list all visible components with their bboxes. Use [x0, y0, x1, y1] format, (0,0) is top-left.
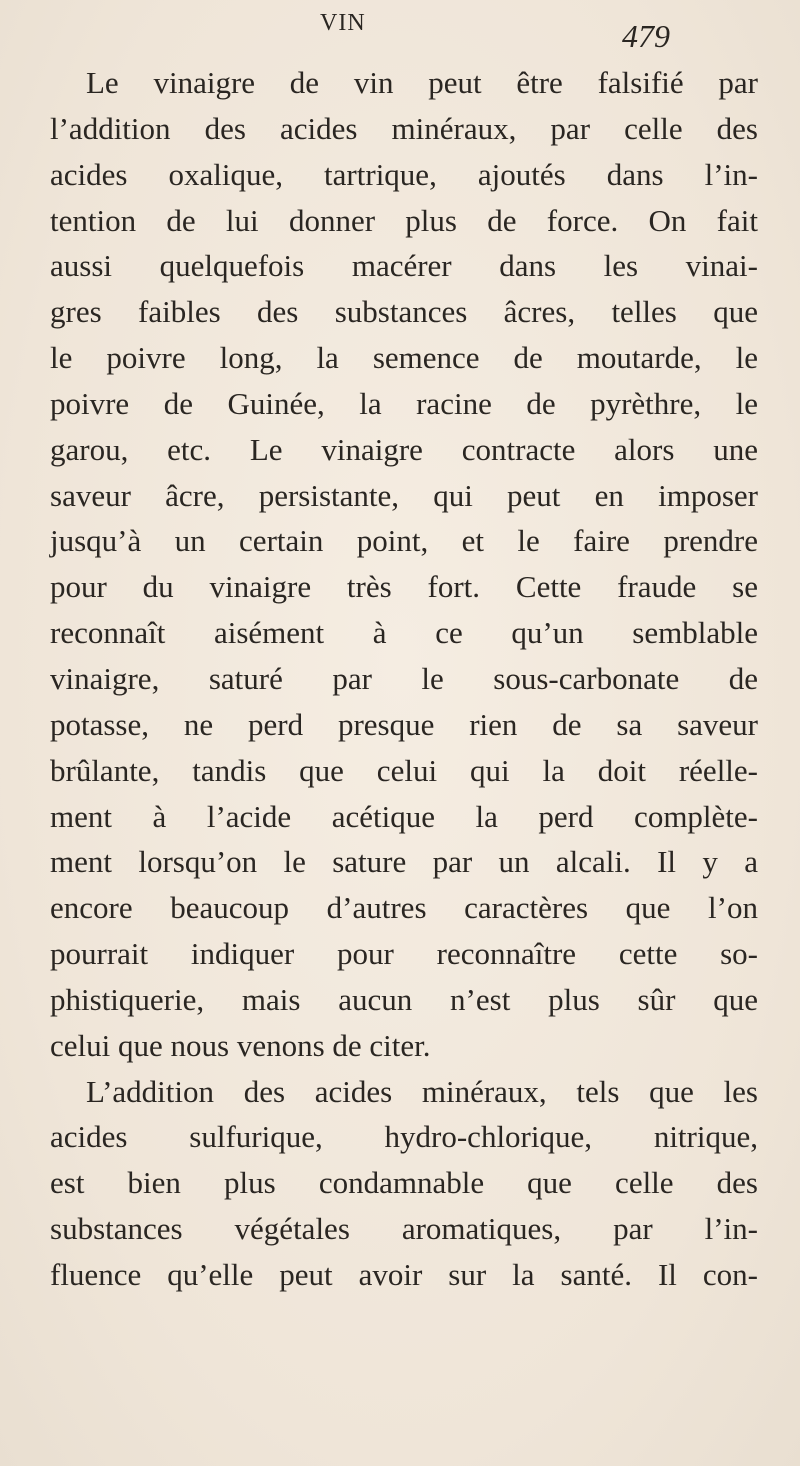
- text-line: Le vinaigre de vin peut être falsifié par: [86, 65, 758, 100]
- text-line: pour du vinaigre très fort. Cette fraude se: [50, 569, 758, 605]
- text-line: acides oxalique, tartrique, ajoutés dans l’in-: [50, 156, 758, 192]
- text-line: encore beaucoup d’autres caractères que l’on: [50, 890, 758, 926]
- text-line: brûlante, tandis que celui qui la doit réelle-: [50, 752, 758, 788]
- text-line: substances végétales aromatiques, par l’in-: [50, 1211, 758, 1247]
- text-line: potasse, ne perd presque rien de sa saveur: [50, 706, 758, 742]
- text-line: pourrait indiquer pour reconnaître cette so-: [50, 936, 758, 972]
- text-line: ment à l’acide acétique la perd complète-: [50, 798, 758, 834]
- text-line: aussi quelquefois macérer dans les vinai-: [50, 248, 758, 284]
- text-line: l’addition des acides minéraux, par celle des: [50, 110, 758, 146]
- page-number: 479: [622, 18, 670, 54]
- body-text: [50, 60, 758, 1298]
- text-line: saveur âcre, persistante, qui peut en imposer: [50, 477, 758, 513]
- text-line: celui que nous venons de citer.: [50, 1027, 431, 1063]
- text-line: garou, etc. Le vinaigre contracte alors une: [50, 431, 758, 467]
- text-line: jusqu’à un certain point, et le faire prendre: [50, 523, 758, 559]
- page-header: [0, 10, 800, 60]
- text-line: tention de lui donner plus de force. On fait: [50, 202, 758, 238]
- text-line: le poivre long, la semence de moutarde, le: [50, 340, 758, 376]
- text-line: reconnaît aisément à ce qu’un semblable: [50, 615, 758, 651]
- text-line: poivre de Guinée, la racine de pyrèthre, le: [50, 385, 758, 421]
- text-line: vinaigre, saturé par le sous-carbonate de: [50, 660, 758, 696]
- text-line: acides sulfurique, hydro-chlorique, nitrique,: [50, 1119, 758, 1155]
- running-head: VIN: [320, 10, 366, 36]
- text-line: L’addition des acides minéraux, tels que les: [86, 1073, 758, 1109]
- text-line: phistiquerie, mais aucun n’est plus sûr que: [50, 981, 758, 1017]
- text-line: ment lorsqu’on le sature par un alcali. Il y a: [50, 844, 758, 880]
- text-line: fluence qu’elle peut avoir sur la santé. Il con-: [50, 1256, 758, 1292]
- text-line: est bien plus condamnable que celle des: [50, 1165, 758, 1201]
- text-line: gres faibles des substances âcres, telles que: [50, 294, 758, 330]
